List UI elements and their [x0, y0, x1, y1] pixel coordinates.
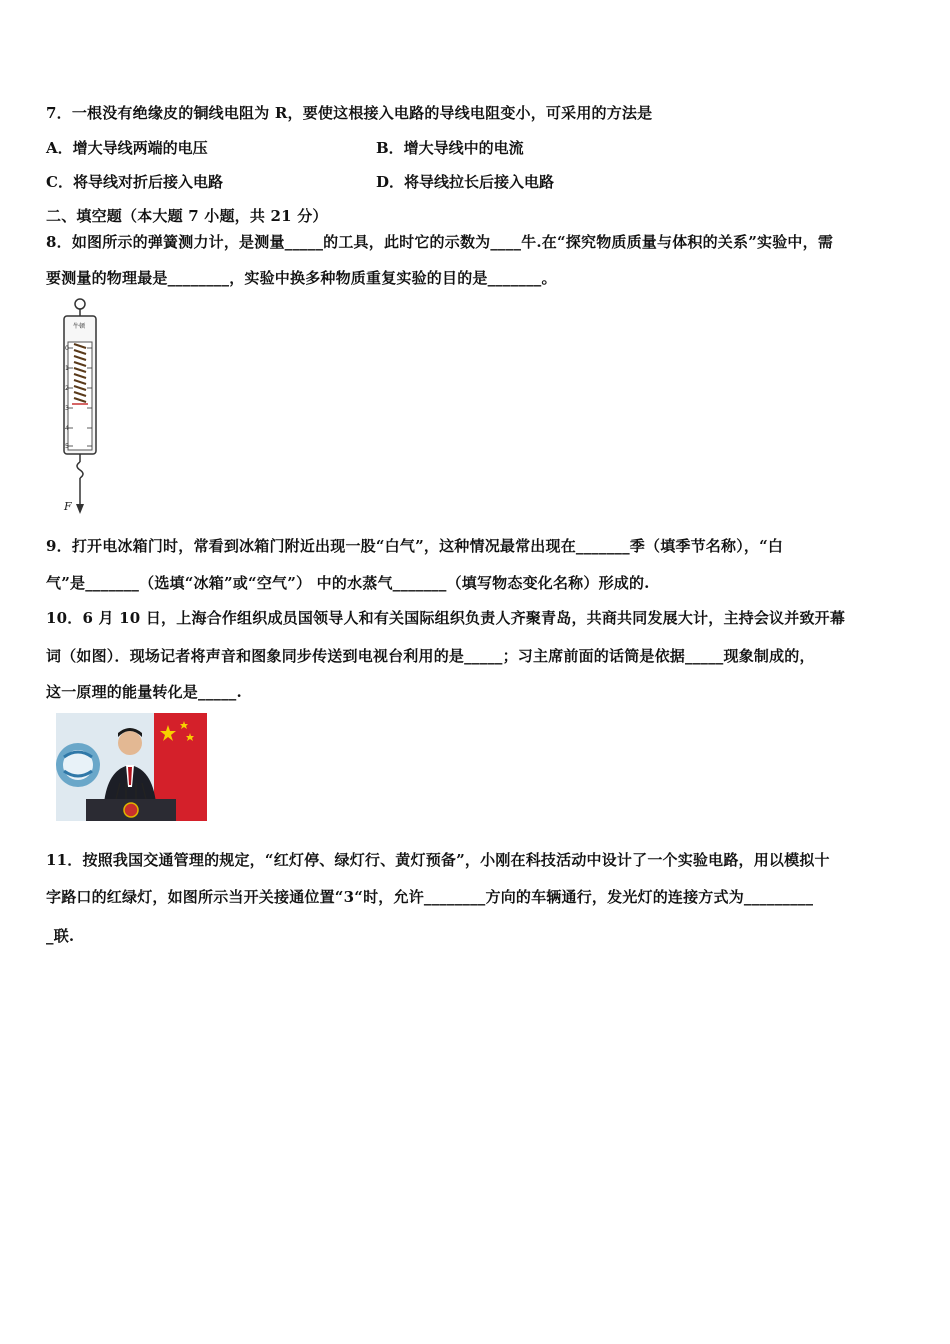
q10-line-2: 词（如图）．现场记者将声音和图象同步传送到电视台利用的是_____；习主席前面的话筒是依据_____现象制成的，: [46, 647, 815, 665]
q7-option-a: A．增大导线两端的电压: [46, 139, 208, 157]
q8-line-1: 8．如图所示的弹簧测力计，是测量_____的工具，此时它的示数为____牛.在“探究物质质量与体积的关系”实验中，需: [46, 233, 834, 251]
q11-line-3: _联.: [46, 927, 75, 945]
speech-photo: [56, 713, 207, 821]
q10-line-1: 10．6 月 10 日，上海合作组织成员国领导人和有关国际组织负责人齐聚青岛，共商共同发展大计，主持会议并致开幕: [46, 609, 846, 627]
q7-option-c: C．将导线对折后接入电路: [46, 173, 223, 191]
q9-line-1: 9．打开电冰箱门时，常看到冰箱门附近出现一股“白气”，这种情况最常出现在_______季（填季节名称），“白: [46, 537, 784, 555]
spring-scale-drawing: [50, 296, 110, 518]
tick-4: 4: [65, 425, 69, 432]
q11-line-2: 字路口的红绿灯，如图所示当开关接通位置“3“时，允许________方向的车辆通行，发光灯的连接方式为_________: [46, 888, 814, 906]
tick-1: 1: [65, 365, 69, 372]
tick-3: 3: [65, 405, 69, 412]
tick-5: 5: [65, 443, 69, 450]
speech-photo-drawing: [56, 713, 207, 821]
tick-0: 0: [65, 345, 69, 352]
q9-line-2: 气”是_______（选填“冰箱”或“空气”） 中的水蒸气_______（填写物态变化名称）形成的.: [46, 574, 650, 592]
force-label: F: [64, 500, 72, 513]
scale-unit-label: 牛顿: [73, 323, 86, 330]
q7-option-d: D．将导线拉长后接入电路: [376, 173, 555, 191]
q7-stem: 7．一根没有绝缘皮的铜线电阻为 R，要使这根接入电路的导线电阻变小，可采用的方法是: [46, 104, 653, 122]
section-title: 二、填空题（本大题 7 小题，共 21 分）: [46, 207, 328, 225]
q11-line-1: 11．按照我国交通管理的规定，“红灯停、绿灯行、黄灯预备”，小刚在科技活动中设计了一个实验电路，用以模拟十: [46, 851, 830, 869]
tick-2: 2: [65, 385, 69, 392]
q7-option-b: B．增大导线中的电流: [376, 139, 524, 157]
q8-line-2: 要测量的物理最是________，实验中换多种物质重复实验的目的是_______。: [46, 269, 557, 287]
spring-scale-figure: [50, 296, 110, 518]
q10-line-3: 这一原理的能量转化是_____.: [46, 683, 242, 701]
